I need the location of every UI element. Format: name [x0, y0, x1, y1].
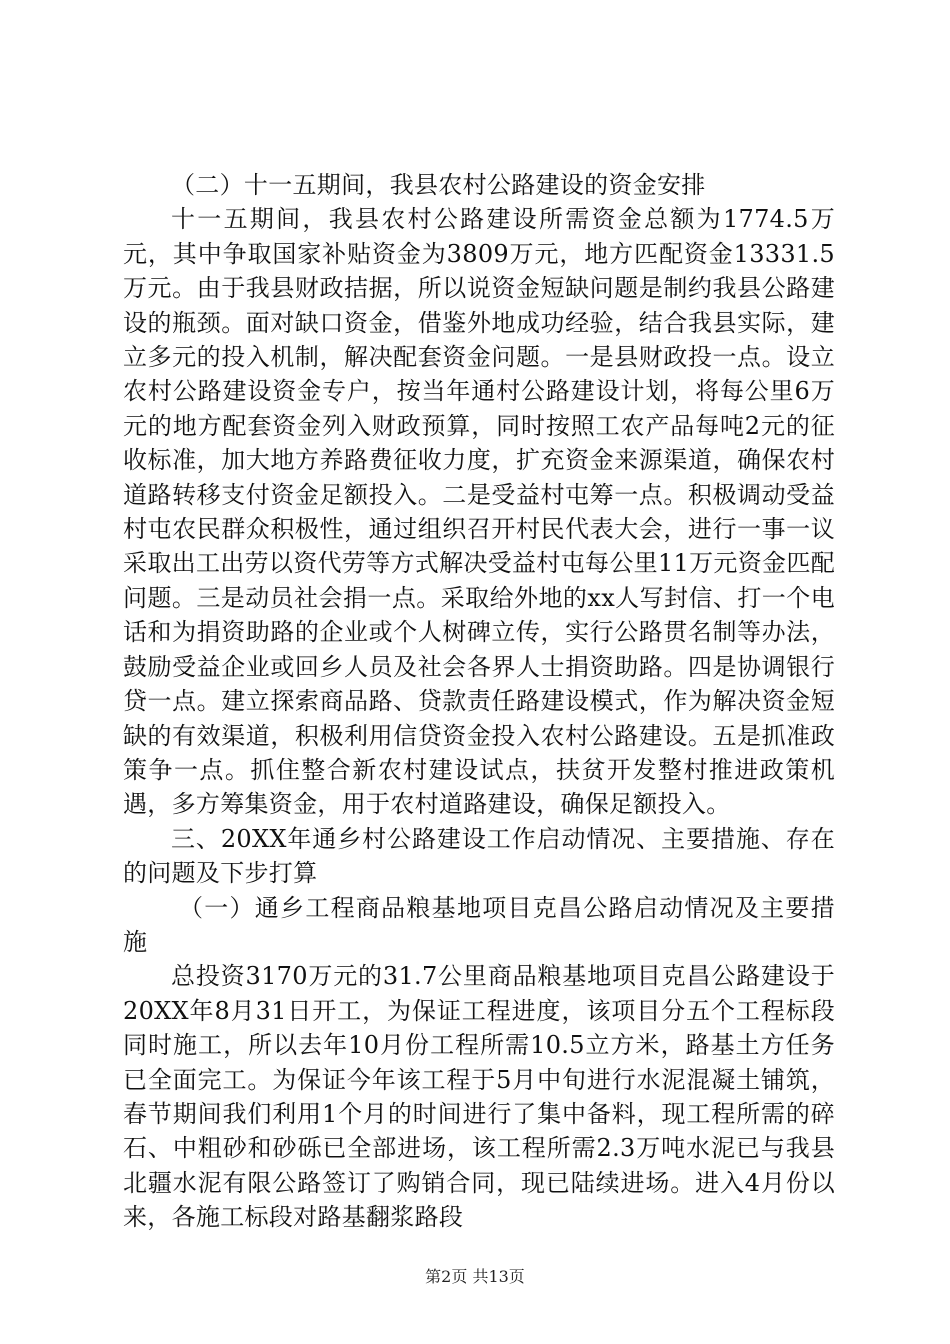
- page-footer: 第2页 共13页: [425, 1267, 525, 1286]
- paragraph-funding-details: 十一五期间，我县农村公路建设所需资金总额为1774.5万元，其中争取国家补贴资金为3809万元，地方匹配资金13331.5万元。由于我县财政拮据，所以说资金短缺问题是制约我县公路建设的瓶颈。面对缺口资金，借鉴外地成功经验，结合我县实际，建立多元的投入机制，解决配套资金问题。一是县财政投一点。设立农村公路建设资金专户，按当年通村公路建设计划，将每公里6万元的地方配套资金列入财政预算，同时按照工农产品每吨2元的征收标准，加大地方养路费征收力度，扩充资金来源渠道，确保农村道路转移支付资金足额投入。二是受益村屯筹一点。积极调动受益村屯农民群众积极性，通过组织召开村民代表大会，进行一事一议采取出工出劳以资代劳等方式解决受益村屯每公里11万元资金匹配问题。三是动员社会捐一点。采取给外地的xx人写封信、打一个电话和为捐资助路的企业或个人树碑立传，实行公路贯名制等办法，鼓励受益企业或回乡人员及社会各界人士捐资助路。四是协调银行贷一点。建立探索商品路、贷款责任路建设模式，作为解决资金短缺的有效渠道，积极利用信贷资金投入农村公路建设。五是抓准政策争一点。抓住整合新农村建设试点，扶贫开发整村推进政策机遇，多方筹集资金，用于农村道路建设，确保足额投入。: [123, 205, 835, 819]
- subsection-heading-kechang-road: （一）通乡工程商品粮基地项目克昌公路启动情况及主要措施: [123, 893, 835, 956]
- document-body: [123, 168, 835, 1235]
- section-heading-funding: （二）十一五期间，我县农村公路建设的资金安排: [171, 171, 706, 199]
- paragraph-kechang-road-progress: 总投资3170万元的31.7公里商品粮基地项目克昌公路建设于20XX年8月31日开工，为保证工程进度，该项目分五个工程标段同时施工，所以去年10月份工程所需10.5立方米，路基土方任务已全面完工。为保证今年该工程于5月中旬进行水泥混凝土铺筑，春节期间我们利用1个月的时间进行了集中备料，现工程所需的碎石、中粗砂和砂砾已全部进场，该工程所需2.3万吨水泥已与我县北疆水泥有限公路签订了购销合同，现已陆续进场。进入4月份以来，各施工标段对路基翻浆路段: [123, 962, 835, 1232]
- section-heading-2010-work: 三、20XX年通乡村公路建设工作启动情况、主要措施、存在的问题及下步打算: [123, 824, 835, 888]
